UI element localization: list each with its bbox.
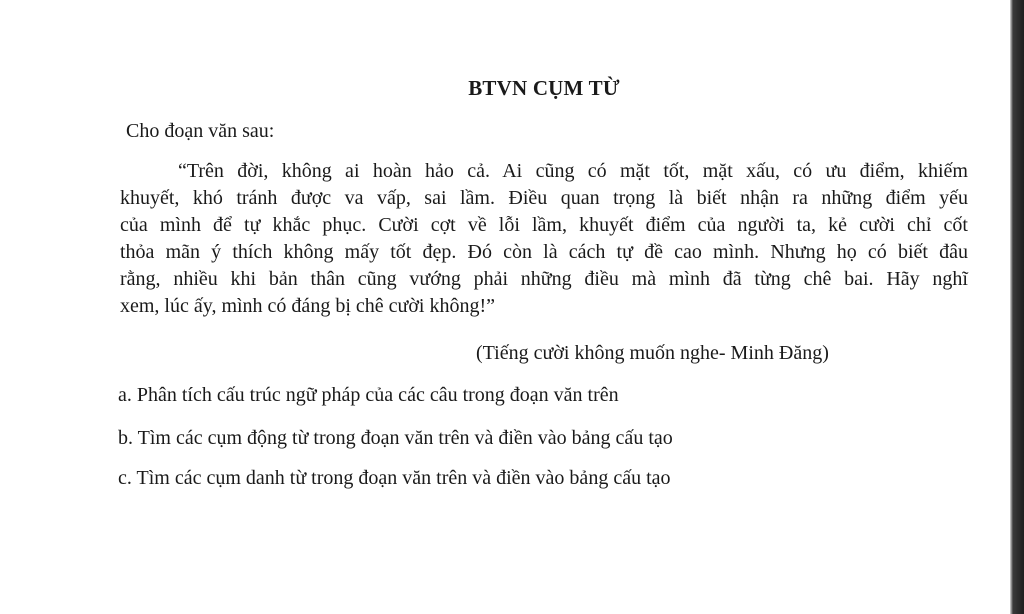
passage-line: rằng, nhiều khi bản thân cũng vướng phải những điều mà mình đã từng chê bai. Hãy nghĩ bbox=[120, 268, 968, 290]
question-a: a. Phân tích cấu trúc ngữ pháp của các câu trong đoạn văn trên bbox=[118, 384, 619, 406]
passage-line: thỏa mãn ý thích không mấy tốt đẹp. Đó còn là cách tự đề cao mình. Nhưng họ có biết đâu bbox=[120, 241, 968, 263]
intro-text: Cho đoạn văn sau: bbox=[126, 120, 275, 142]
page-edge-shadow bbox=[1010, 0, 1024, 614]
passage-source: (Tiếng cười không muốn nghe- Minh Đăng) bbox=[476, 342, 829, 364]
question-c: c. Tìm các cụm danh từ trong đoạn văn trên và điền vào bảng cấu tạo bbox=[118, 467, 671, 489]
passage-line: “Trên đời, không ai hoàn hảo cả. Ai cũng có mặt tốt, mặt xấu, có ưu điểm, khiếm bbox=[178, 160, 968, 182]
passage-line: xem, lúc ấy, mình có đáng bị chê cười không!” bbox=[120, 295, 496, 317]
passage-line: của mình để tự khắc phục. Cười cợt về lỗi lầm, khuyết điểm của người ta, kẻ cười chỉ cốt bbox=[120, 214, 968, 236]
question-b: b. Tìm các cụm động từ trong đoạn văn trên và điền vào bảng cấu tạo bbox=[118, 427, 673, 449]
passage-line: khuyết, khó tránh được va vấp, sai lầm. Điều quan trọng là biết nhận ra những điểm yếu bbox=[120, 187, 968, 209]
quoted-passage bbox=[120, 158, 968, 320]
document-title: BTVN CỤM TỪ bbox=[468, 76, 620, 100]
